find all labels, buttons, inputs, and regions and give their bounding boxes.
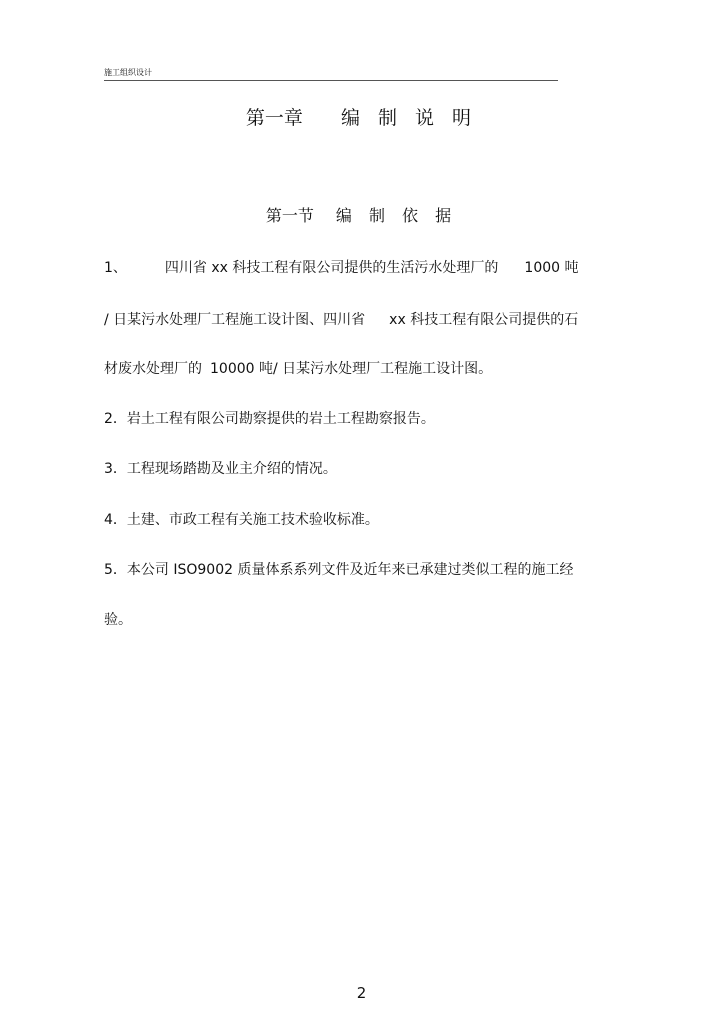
section-heading: 编 制 依 据 <box>335 206 458 225</box>
item-1-line-1 <box>104 259 579 277</box>
header-text: 施工组织设计 <box>104 68 152 77</box>
page-number: 2 <box>356 984 367 1002</box>
item-5-line-2: 验。 <box>104 612 132 628</box>
item-1-text-a: 四川省 xx 科技工程有限公司提供的生活污水处理厂的 <box>164 260 499 276</box>
item-1-line-2 <box>104 311 578 329</box>
section-title <box>0 206 723 226</box>
item-1-text-d: xx 科技工程有限公司提供的石 <box>389 312 579 328</box>
chapter-heading: 编 制 说 明 <box>340 107 478 129</box>
item-1-line-3 <box>104 360 492 378</box>
item-1-text-e: 材废水处理厂的 <box>104 361 202 377</box>
item-4: 4．土建、市政工程有关施工技术验收标准。 <box>104 512 379 528</box>
item-1-marker: 1、 <box>104 260 127 276</box>
item-2: 2．岩土工程有限公司勘察提供的岩土工程勘察报告。 <box>104 411 435 427</box>
page-header <box>104 66 558 81</box>
item-3: 3．工程现场踏勘及业主介绍的情况。 <box>104 461 337 477</box>
chapter-number: 第一章 <box>245 107 303 129</box>
item-1-text-b: 1000 吨 <box>524 260 579 276</box>
item-1-text-f: 10000 吨/ 日某污水处理厂工程施工设计图。 <box>210 361 493 377</box>
item-5-line-1: 5．本公司 ISO9002 质量体系系列文件及近年来已承建过类似工程的施工经 <box>104 562 574 578</box>
chapter-title <box>0 106 723 130</box>
section-number: 第一节 <box>265 206 314 225</box>
item-1-text-c: / 日某污水处理厂工程施工设计图、四川省 <box>104 312 366 328</box>
